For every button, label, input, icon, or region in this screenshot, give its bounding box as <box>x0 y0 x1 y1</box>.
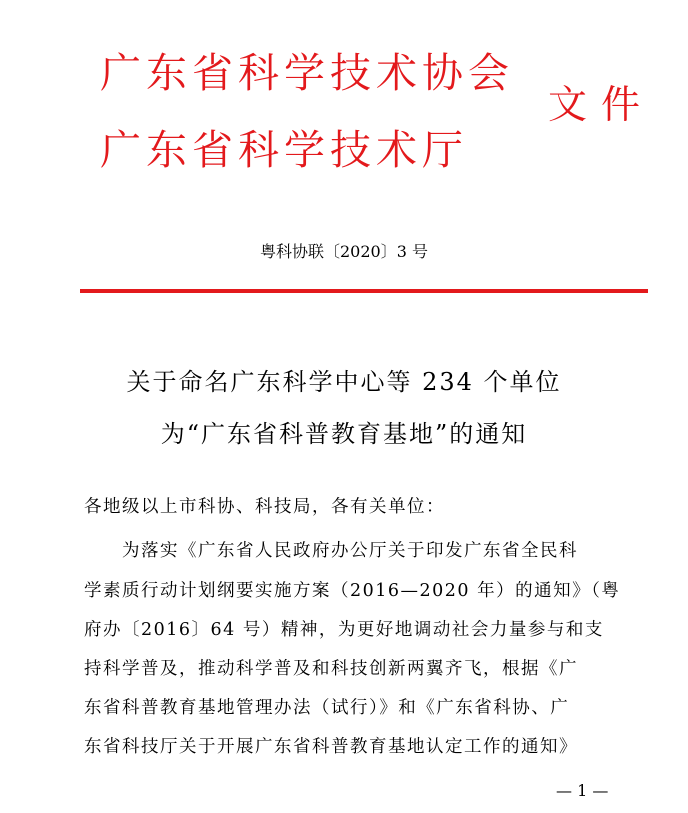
document-type-label: 文件 <box>548 83 655 128</box>
page-number: — 1 — <box>556 781 609 800</box>
salutation: 各地级以上市科协、科技局，各有关单位： <box>84 497 445 517</box>
document-number: 粤科协联〔2020〕3 号 <box>260 242 428 261</box>
notice-title-line-1: 关于命名广东科学中心等 234 个单位 <box>126 368 562 396</box>
issuer-line-1: 广东省科学技术协会 <box>100 49 514 97</box>
red-divider-line <box>80 289 648 293</box>
body-line: 学素质行动计划纲要实施方案（2016—2020 年）的通知》（粤 <box>84 581 621 601</box>
issuer-line-2: 广东省科学技术厅 <box>100 126 468 174</box>
body-line: 府办〔2016〕64 号）精神，为更好地调动社会力量参与和支 <box>84 620 604 640</box>
body-line: 为落实《广东省人民政府办公厅关于印发广东省全民科 <box>84 541 578 561</box>
body-line: 持科学普及，推动科学普及和科技创新两翼齐飞，根据《广 <box>84 659 578 679</box>
body-line: 东省科技厅关于开展广东省科普教育基地认定工作的通知》 <box>84 737 578 757</box>
body-line: 东省科普教育基地管理办法（试行）》和《广东省科协、广 <box>84 698 570 718</box>
notice-title-line-2: 为“广东省科普教育基地”的通知 <box>160 420 528 448</box>
